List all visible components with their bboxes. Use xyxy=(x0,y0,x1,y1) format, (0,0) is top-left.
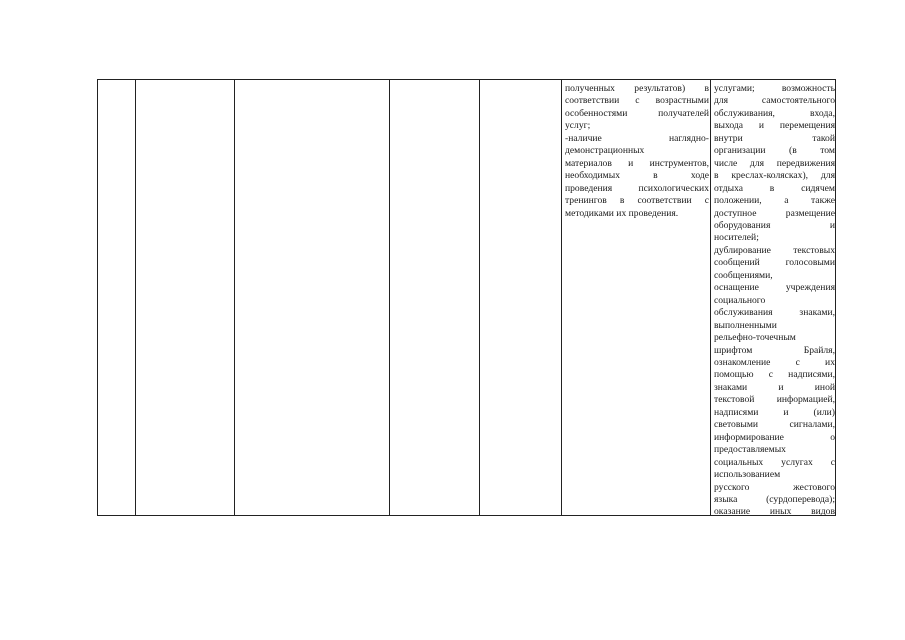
text-line: выхода и перемещения xyxy=(714,120,835,132)
text-line: носителей; xyxy=(714,232,759,244)
column-divider-4 xyxy=(479,80,480,515)
document-table xyxy=(97,79,836,516)
text-line: световыми сигналами, xyxy=(714,419,835,431)
text-line: числе для передвижения xyxy=(714,157,835,169)
text-line: шрифтом Брайля, xyxy=(714,344,835,356)
text-line: текстовой информацией, xyxy=(714,394,835,406)
text-line: знаками и иной xyxy=(714,381,835,393)
text-line: рельефно-точечным xyxy=(714,332,796,344)
column-divider-3 xyxy=(389,80,390,515)
text-line: доступное размещение xyxy=(714,207,835,219)
text-line: услуг; xyxy=(565,120,591,132)
text-line: полученных результатов) в xyxy=(565,83,709,94)
text-line: демонстрационных xyxy=(565,145,645,157)
column-6-text xyxy=(714,83,835,519)
text-line: отдыха в сидячем xyxy=(714,182,835,194)
text-line: организации (в том xyxy=(714,145,835,157)
text-line: социальных услугах с xyxy=(714,456,835,468)
text-line: оборудования и xyxy=(714,219,835,231)
column-divider-2 xyxy=(234,80,235,515)
text-line: сообщениями, xyxy=(714,269,773,281)
table-border-left xyxy=(97,80,98,515)
column-5-text xyxy=(565,83,709,220)
text-line: необходимых в ходе xyxy=(565,170,709,182)
text-line: методиками их проведения. xyxy=(565,207,679,219)
text-line: особенностями получателей xyxy=(565,107,709,119)
text-line: внутри такой xyxy=(714,132,835,144)
text-line: тренингов в соответствии с xyxy=(565,195,709,207)
text-line: ознакомление с их xyxy=(714,356,835,368)
text-line: дублирование текстовых xyxy=(714,244,835,256)
text-line: оказание иных видов xyxy=(714,506,835,518)
text-line: в креслах-колясках), для xyxy=(714,170,835,182)
text-line: для самостоятельного xyxy=(714,95,835,107)
text-line: услугами; возможность xyxy=(714,83,835,94)
text-line: использованием xyxy=(714,469,781,481)
text-line: -наличие наглядно- xyxy=(565,132,709,144)
text-line: положении, а также xyxy=(714,195,835,207)
column-divider-6 xyxy=(710,80,711,515)
text-line: проведения психологических xyxy=(565,182,709,194)
text-line: материалов и инструментов, xyxy=(565,157,709,169)
text-line: социального xyxy=(714,294,766,306)
text-line: помощью с надписями, xyxy=(714,369,835,381)
table-border-right xyxy=(835,80,836,515)
text-line: обслуживания, входа, xyxy=(714,107,835,119)
text-line: соответствии с возрастными xyxy=(565,95,709,107)
text-line: предоставляемых xyxy=(714,444,786,456)
text-line: языка (сурдоперевода); xyxy=(714,493,835,505)
text-line: сообщений голосовыми xyxy=(714,257,835,269)
column-divider-5 xyxy=(561,80,562,515)
text-line: оснащение учреждения xyxy=(714,282,835,294)
text-line: русского жестового xyxy=(714,481,835,493)
text-line: выполненными xyxy=(714,319,777,331)
text-line: обслуживания знаками, xyxy=(714,307,835,319)
text-line: информирование о xyxy=(714,431,835,443)
column-divider-1 xyxy=(135,80,136,515)
text-line: надписями и (или) xyxy=(714,406,835,418)
